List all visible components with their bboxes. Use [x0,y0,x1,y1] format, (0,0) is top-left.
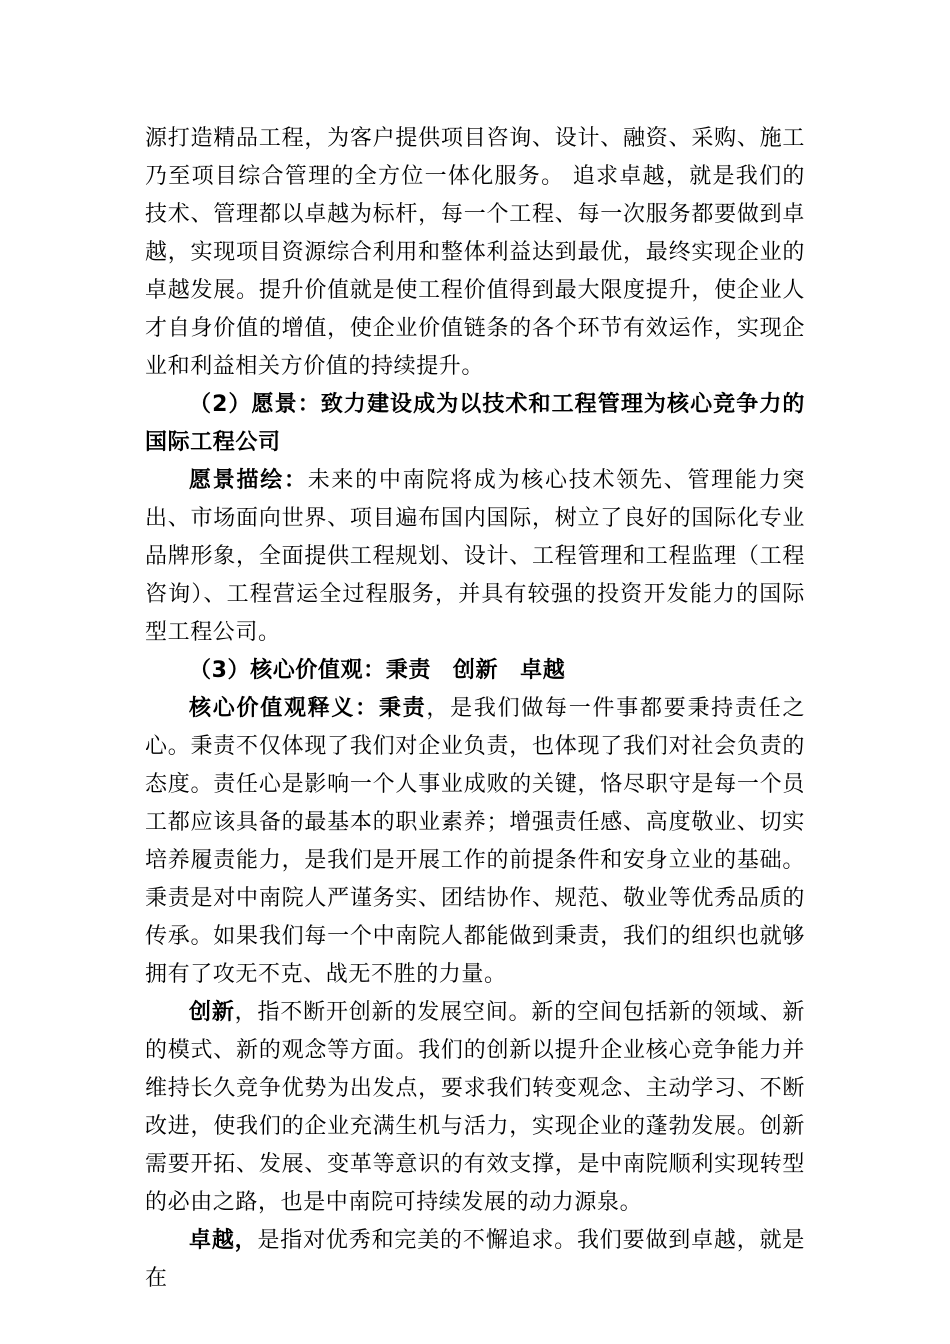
heading-prefix: （3）核心价值观： [189,658,386,683]
paragraph-text: ，是我们做每一件事都要秉持责任之心。秉责不仅体现了我们对企业负责，也体现了我们对社会负责的态度。责任心是影响一个人事业成败的关键，恪尽职守是每一个员工都应该具备的最基本的职业素养；增强责任感、高度敬业、切实培养履责能力，是我们是开展工作的前提条件和安身立业的基础。秉责是对中南院人严谨务实、团结协作、规范、敬业等优秀品质的传承。如果我们每一个中南院人都能做到秉责，我们的组织也就够拥有了攻无不克、战无不胜的力量。 [145,696,805,987]
paragraph-text: 源打造精品工程，为客户提供项目咨询、设计、融资、采购、施工乃至项目综合管理的全方位一体化服务。 追求卓越，就是我们的技术、管理都以卓越为标杆，每一个工程、每一次服务都要做到卓越，实现项目资源综合利用和整体利益达到最优，最终实现企业的卓越发展。提升价值就是使工程价值得到最大限度提升，使企业人才自身价值的增值，使企业价值链条的各个环节有效运作，实现企业和利益相关方价值的持续提升。 [145,126,805,379]
paragraph-core-values-explanation [145,690,805,994]
document-page [145,120,805,1298]
heading-text: （2）愿景：致力建设成为以技术和工程管理为核心竞争力的国际工程公司 [145,392,805,455]
heading-vision [145,386,805,462]
paragraph-innovation [145,994,805,1222]
paragraph-label: 创新 [189,1000,235,1025]
core-value-2: 创新 [452,658,499,683]
paragraph-mission-continued [145,120,805,386]
paragraph-text: 未来的中南院将成为核心技术领先、管理能力突出、市场面向世界、项目遍布国内国际，树立了良好的国际化专业品牌形象，全面提供工程规划、设计、工程管理和工程监理（工程咨询）、工程营运全过程服务，并具有较强的投资开发能力的国际型工程公司。 [145,468,805,645]
paragraph-label: 卓越， [189,1228,258,1253]
paragraph-label: 核心价值观释义：秉责 [189,696,427,721]
paragraph-excellence [145,1222,805,1298]
paragraph-text: ，指不断开创新的发展空间。新的空间包括新的领域、新的模式、新的观念等方面。我们的创新以提升企业核心竞争能力并维持长久竞争优势为出发点，要求我们转变观念、主动学习、不断改进，使我们的企业充满生机与活力，实现企业的蓬勃发展。创新需要开拓、发展、变革等意识的有效支撑，是中南院顺利实现转型的必由之路，也是中南院可持续发展的动力源泉。 [145,1000,805,1215]
paragraph-label: 愿景描绘： [189,468,308,493]
core-value-1: 秉责 [385,658,431,683]
paragraph-vision-description [145,462,805,652]
core-value-3: 卓越 [520,658,566,683]
heading-core-values [145,652,805,690]
paragraph-text: 是指对优秀和完美的不懈追求。我们要做到卓越，就是在 [145,1228,805,1291]
